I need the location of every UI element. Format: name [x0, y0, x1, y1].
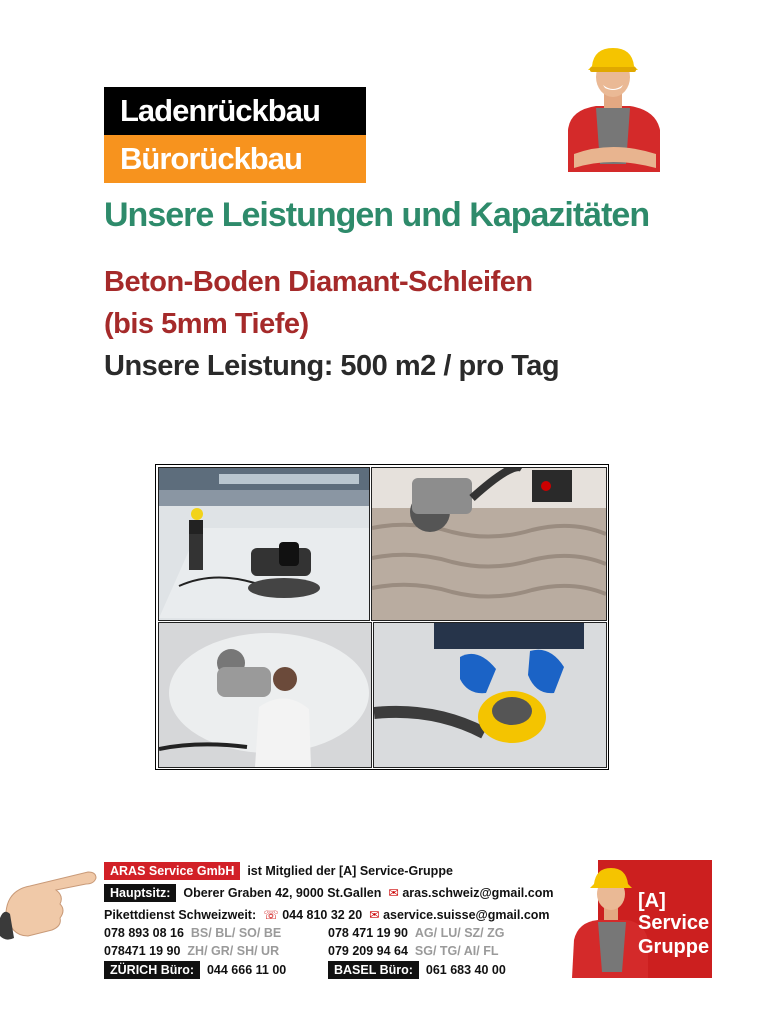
page-headline: Unsere Leistungen und Kapazitäten [104, 196, 650, 234]
phone-c[interactable]: 078471 19 90 [104, 944, 181, 958]
footer-row-phones-1b [328, 924, 505, 942]
hq-address: Oberer Graben 42, 9000 St.Gallen [183, 886, 382, 900]
email-icon: ✉ [369, 908, 380, 922]
photo-grid [155, 464, 609, 770]
banner-line-ladenrueckbau: Ladenrückbau [120, 93, 320, 128]
regions-d: SG/ TG/ AI/ FL [414, 944, 499, 958]
footer-row-company [104, 862, 453, 880]
regions-c: ZH/ GR/ SH/ UR [187, 944, 280, 958]
banner-top-box [104, 87, 366, 135]
zurich-label-tag: ZÜRICH Büro: [104, 961, 200, 979]
footer-row-phones-1 [104, 924, 281, 942]
email-primary[interactable]: aras.schweiz@gmail.com [402, 886, 554, 900]
service-performance: Unsere Leistung: 500 m2 / pro Tag [104, 350, 560, 382]
footer-row-hq [104, 884, 553, 902]
footer-row-phones-2 [104, 942, 279, 960]
photo-floor-grinder-hall [158, 467, 370, 621]
phone-b[interactable]: 078 471 19 90 [328, 926, 408, 940]
picket-phone[interactable]: 044 810 32 20 [282, 908, 363, 922]
basel-phone[interactable]: 061 683 40 00 [425, 963, 506, 977]
hq-label-tag: Hauptsitz: [104, 884, 176, 902]
footer-row-offices [104, 961, 286, 979]
worker-illustration [560, 44, 666, 172]
footer-row-picket [104, 906, 550, 924]
logo-line3: Gruppe [638, 936, 710, 958]
footer-row-offices-b [328, 961, 506, 979]
service-gruppe-logo [570, 860, 712, 978]
pointing-hand-illustration [0, 864, 100, 944]
company-name-tag: ARAS Service GmbH [104, 862, 240, 880]
phone-a[interactable]: 078 893 08 16 [104, 926, 184, 940]
banner-line-buerorueckbau: Bürorückbau [120, 141, 302, 176]
footer-row-phones-2b [328, 942, 498, 960]
email-secondary[interactable]: aservice.suisse@gmail.com [383, 908, 550, 922]
service-title-line2: (bis 5mm Tiefe) [104, 308, 309, 340]
regions-a: BS/ BL/ SO/ BE [190, 926, 282, 940]
email-icon: ✉ [388, 886, 399, 900]
logo-line1: [A] [638, 890, 666, 912]
regions-b: AG/ LU/ SZ/ ZG [414, 926, 505, 940]
phone-icon: ☏ [263, 908, 279, 922]
banner-bottom-box [104, 135, 366, 183]
service-title-line1: Beton-Boden Diamant-Schleifen [104, 266, 533, 298]
photo-angle-grinder-gloves [373, 622, 607, 768]
photo-grinder-rough-floor [371, 467, 607, 621]
contact-footer [104, 862, 584, 982]
picket-label: Pikettdienst Schweizweit: [104, 908, 257, 922]
basel-label-tag: BASEL Büro: [328, 961, 419, 979]
phone-d[interactable]: 079 209 94 64 [328, 944, 408, 958]
zurich-phone[interactable]: 044 666 11 00 [206, 963, 287, 977]
logo-line2: Service [638, 912, 710, 934]
photo-worker-grinding-dust [158, 622, 372, 768]
member-text: ist Mitglied der [A] Service-Gruppe [247, 864, 453, 878]
